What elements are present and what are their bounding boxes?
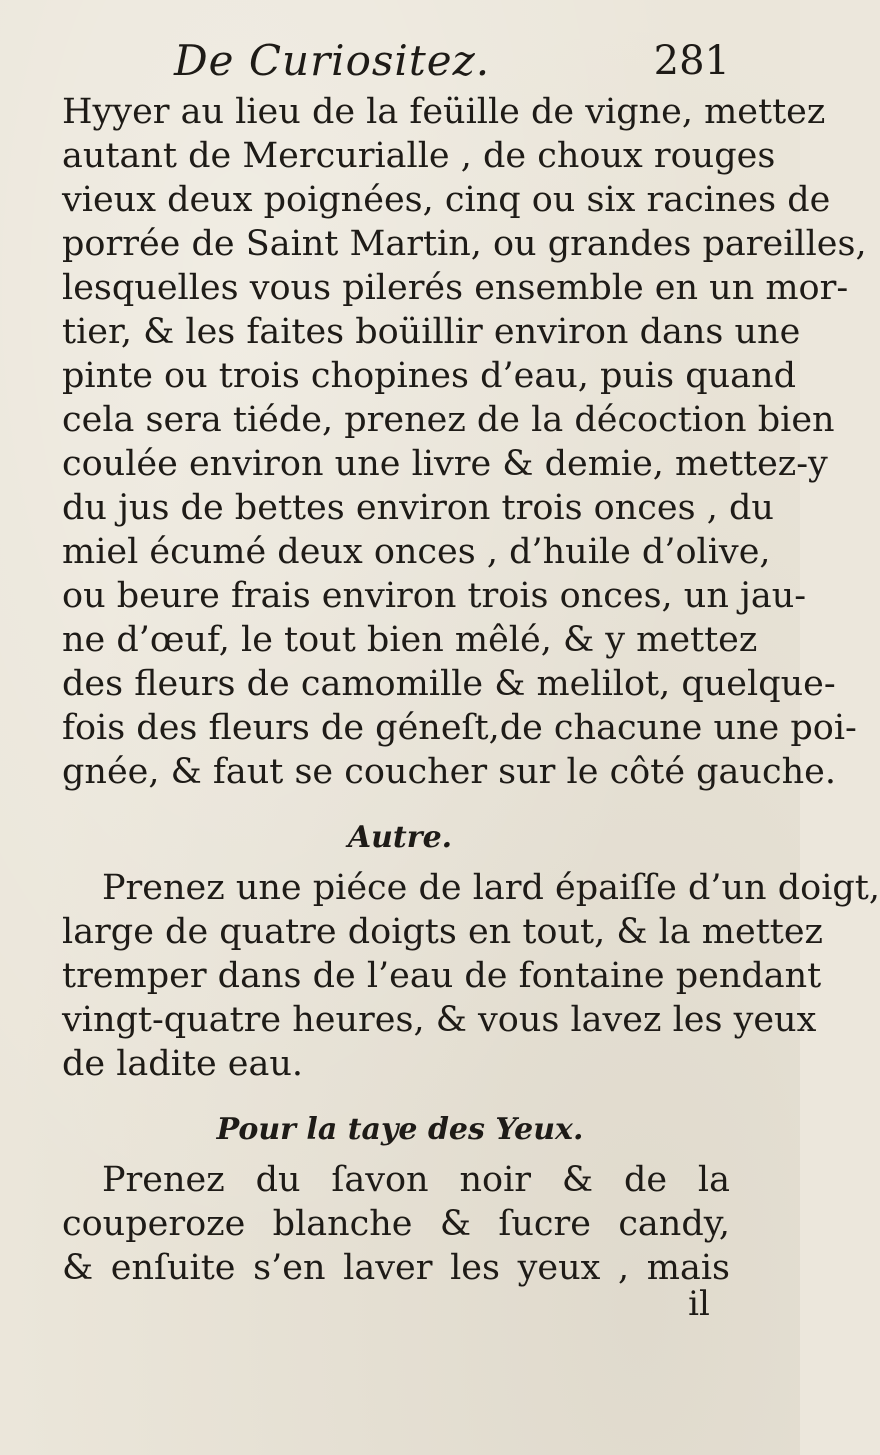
- text-line: de ladite eau.: [62, 1044, 304, 1084]
- text-line: & enſuite s’en laver les yeux , mais: [62, 1248, 730, 1288]
- text-line: ne d’œuf, le tout bien mêlé, & y mettez: [62, 620, 758, 660]
- text-line: lesquelles vous pilerés ensemble en un mor-: [62, 268, 849, 308]
- text-line: coulée environ une livre & demie, mettez-y: [62, 444, 828, 484]
- text-line: pinte ou trois chopines d’eau, puis quand: [62, 356, 796, 396]
- text-line: Hyyer au lieu de la feüille de vigne, mettez: [62, 92, 826, 132]
- text-line: couperoze blanche & ſucre candy,: [62, 1204, 730, 1244]
- text-line: tier, & les faites boüillir environ dans une: [62, 312, 801, 352]
- text-line: ou beure frais environ trois onces, un jau-: [62, 576, 807, 616]
- text-line: large de quatre doigts en tout, & la mettez: [62, 912, 823, 952]
- catchword: il: [688, 1284, 710, 1324]
- page-number: 281: [653, 38, 730, 84]
- text-line: porrée de Saint Martin, ou grandes pareilles,: [62, 224, 867, 264]
- text-line: miel écumé deux onces , d’huile d’olive,: [62, 532, 771, 572]
- text-line: autant de Mercurialle , de choux rouges: [62, 136, 776, 176]
- running-title: De Curiositez.: [174, 36, 491, 85]
- text-line: cela sera tiéde, prenez de la décoction bien: [62, 400, 835, 440]
- text-line: fois des fleurs de géneſt,de chacune une poi-: [62, 708, 857, 748]
- text-line: du jus de bettes environ trois onces , du: [62, 488, 774, 528]
- text-line: des fleurs de camomille & melilot, quelque-: [62, 664, 836, 704]
- text-line: vieux deux poignées, cinq ou six racines de: [62, 180, 831, 220]
- text-line: Prenez du ſavon noir & de la: [102, 1160, 730, 1200]
- text-line: Prenez une piéce de lard épaiſſe d’un doigt,: [102, 868, 880, 908]
- section-heading-taye-des-yeux: Pour la taye des Yeux.: [216, 1112, 584, 1147]
- text-line: vingt-quatre heures, & vous lavez les yeux: [62, 1000, 817, 1040]
- running-header: [62, 36, 730, 92]
- section-heading-autre: Autre.: [347, 820, 453, 855]
- text-line: gnée, & faut se coucher sur le côté gauche.: [62, 752, 836, 792]
- text-line: tremper dans de l’eau de fontaine pendant: [62, 956, 822, 996]
